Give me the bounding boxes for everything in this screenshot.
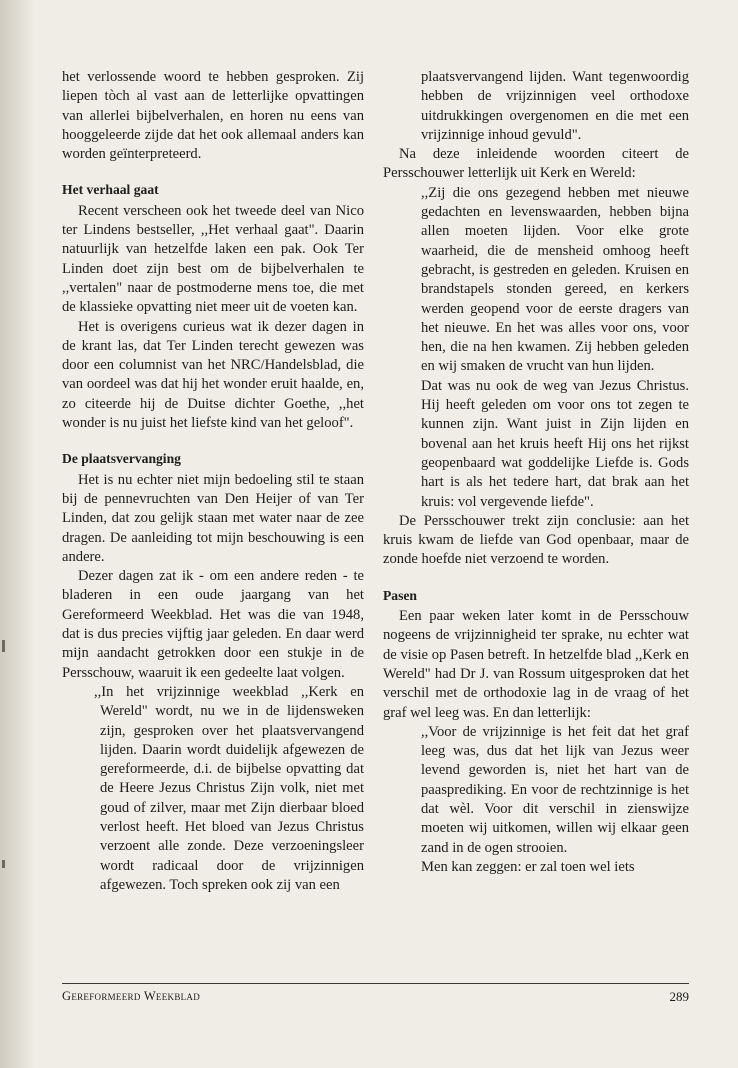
paragraph: het verlossende woord te hebben gesproken. Zij liepen tòch al vast aan de letterlijke opvattingen van allerlei bijbelverhalen, en horen nu eens van hooggeleerde zijde dat het ook allemaal anders kan worden geïnterpreteerd.: [62, 69, 364, 163]
left-column: [62, 68, 364, 895]
page-number: 289: [669, 989, 689, 1004]
paragraph: Na deze inleidende woorden citeert de Persschouwer letterlijk uit Kerk en Wereld:: [383, 146, 689, 182]
paragraph: Het is overigens curieus wat ik dezer dagen in de krant las, dat Ter Linden terecht gewezen was door een columnist van het NRC/Handelsblad, die van oordeel was dat hij het wonder eruit haalde, en, zo citeerde hij de Duitse dichter Goethe, ,,het wonder is nu juist het liefste kind van het geloof".: [62, 318, 364, 432]
publication-name: Gereformeerd Weekblad: [62, 989, 201, 1003]
right-column: [383, 68, 689, 877]
paragraph: Het is nu echter niet mijn bedoeling stil te staan bij de pennevruchten van Den Heijer of van Ter Linden, dat zou gelijk staan met water naar de zee dragen. De aanleiding tot mijn beschouwing is een andere.: [62, 471, 364, 565]
block-quote: ,,Voor de vrijzinnige is het feit dat het graf leeg was, dus dat het lijk van Jezus weer levend geworden is, niet het hart van de paasprediking. En voor de rechtzinnige is het dat wèl. Voor dit verschil in zienswijze moeten wij uitkomen, willen wij elkaar geen zand in de ogen strooien.: [421, 723, 689, 856]
block-quote: ,,In het vrijzinnige weekblad ,,Kerk en Wereld" wordt, nu we in de lijdensweken zijn, gesproken over het plaatsvervangend lijden. Daarin wordt duidelijk afgewezen de gereformeerde, d.i. de bijbelse opvatting dat de Heere Jezus Christus Zijn volk, niet met goud of zilver, maar met Zijn dierbaar bloed verlost heeft. Het bloed van Jezus Christus verzoent alle zonde. Deze verzoeningsleer wordt radicaal door de vrijzinnigen afgewezen. Toch spreken ook zij van een: [94, 683, 364, 893]
block-quote: Men kan zeggen: er zal toen wel iets: [421, 858, 635, 875]
block-quote: plaatsvervangend lijden. Want tegenwoordig hebben de vrijzinnigen veel orthodoxe uitdrukkingen overgenomen en die met een vrijzinnige inhoud gevuld".: [421, 69, 689, 143]
section-heading: Pasen: [383, 587, 417, 603]
paragraph: De Persschouwer trekt zijn conclusie: aan het kruis kwam de liefde van God openbaar, maar de zonde hoefde niet verzoend te worden.: [383, 512, 689, 568]
spine-mark: [2, 640, 5, 652]
binding-spine: [0, 0, 34, 1068]
block-quote: ,,Zij die ons gezegend hebben met nieuwe gedachten en levenswaarden, hebben bijna allen moeten lijden. Voor elke grote waarheid, die de mensheid omhoog heeft gebracht, is gestreden en geleden. Kruisen en brandstapels stonden gereed, en kerkers werden geopend voor de eerste dragers van het nieuwe. En het was alles voor ons, voor hen, die na hen kwamen. Zij hebben geleden en wij smaken de vrucht van hun lijden.: [421, 184, 689, 375]
section-heading: De plaatsvervanging: [62, 451, 181, 467]
paragraph: Dezer dagen zat ik - om een andere reden - te bladeren in een oude jaargang van het Gereformeerd Weekblad. Het was die van 1948, dat is dus precies vijftig jaar geleden. En daar werd mijn aandacht getrokken door een stukje in de Persschouw, waaruit ik een gedeelte laat volgen.: [62, 568, 364, 681]
paragraph: Een paar weken later komt in de Persschouw nogeens de vrijzinnigheid ter sprake, nu echter wat de visie op Pasen betreft. In hetzelfde blad ,,Kerk en Wereld" had Dr J. van Rossum uitgesproken dat het verschil met de orthodoxie lag in de vraag of het graf wel leeg was. En dan letterlijk:: [383, 608, 689, 721]
block-quote: Dat was nu ook de weg van Jezus Christus. Hij heeft geleden om voor ons tot zegen te kunnen zijn. Want juist in Zijn lijden en bovenal aan het kruis heeft Hij ons het rijkst geopenbaard wat goddelijke Liefde is. Gods hart is als het tedere hart, dat brak aan het kruis: vol vergevende liefde".: [421, 377, 689, 510]
section-heading: Het verhaal gaat: [62, 182, 159, 198]
footer-rule: [62, 983, 689, 984]
spine-mark: [2, 860, 5, 868]
paragraph: Recent verscheen ook het tweede deel van Nico ter Lindens bestseller, ,,Het verhaal gaat". Daarin natuurlijk van hetzelfde laken een pak. Ook Ter Linden doet zijn best om de bijbelverhalen te ,,vertalen" naar de postmoderne mens toe, die met de klassieke opvatting niet meer uit de voeten kan.: [62, 202, 364, 316]
